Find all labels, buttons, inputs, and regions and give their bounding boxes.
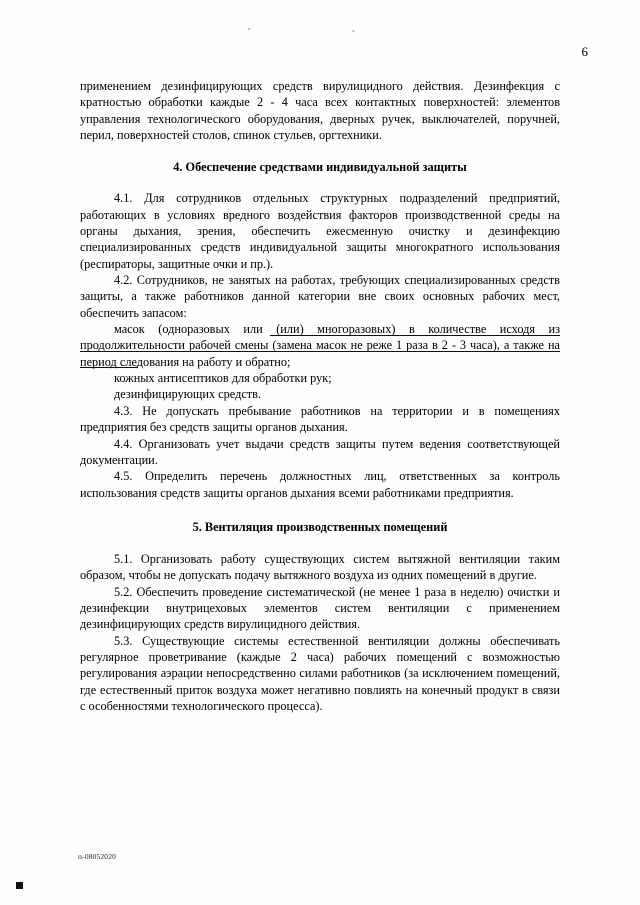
section-heading-4: 4. Обеспечение средствами индивидуальной защиты [173, 160, 467, 175]
strikethrough-mark [80, 351, 560, 352]
paragraph-5-1: 5.1. Организовать работу существующих систем вытяжной вентиляции таким образом, чтобы не допускать подачу вытяжного воздуха из одних помещений в другие. [80, 551, 560, 583]
paragraph-4-2: 4.2. Сотрудников, не занятых на работах, требующих специализированных средств защиты, а также работников данной категории вне своих основных рабочих мест, обеспечить запасом: [80, 273, 560, 320]
scan-artifact-dot [352, 30, 355, 32]
corner-registration-mark [16, 882, 23, 889]
paragraph-4-1: 4.1. Для сотрудников отдельных структурных подразделений предприятий, работающих в условиях вредного воздействия факторов производственной среды на органы дыхания, зрения, обеспечить ежесменную очистку и дезинфекцию специализированных средств индивидуальной защиты многократного использования (респираторы, защитные очки и пр.). [80, 191, 560, 271]
page-number: 6 [581, 44, 588, 59]
paragraph-4-5: 4.5. Определить перечень должностных лиц, ответственных за контроль использования средств защиты органов дыхания всеми работниками предприятия. [80, 469, 560, 500]
paragraph-intro: применением дезинфицирующих средств вирулицидного действия. Дезинфекция с кратностью обработки каждые 2 - 4 часа всех контактных поверхностей: элементов управления технологического оборудования, дверных ручек, выключателей, поручней, перил, поверхностей столов, спинок стульев, оргтехники. [80, 79, 560, 143]
section-heading-5: 5. Вентиляция производственных помещений [192, 519, 448, 534]
paragraph-5-3: 5.3. Существующие системы естественной вентиляции должны обеспечивать регулярное проветривание (каждые 2 часа) рабочих помещений с возможностью регулирования аэрации непосредственно силами работников (за исключением помещений, где естественный приток воздуха может негативно повлиять на конечный продукт в связи с особенностями технологического процесса). [80, 633, 560, 713]
strikethrough-mark [80, 367, 138, 368]
paragraph-5-2: 5.2. Обеспечить проведение систематической (не менее 1 раза в неделю) очистки и дезинфекции внутрицеховых элементов систем вентиляции с применением дезинфицирующих средств вирулицидного действия. [80, 584, 560, 632]
paragraph-4-3: 4.3. Не допускать пребывание работников на территории и в помещениях предприятия без средств защиты органов дыхания. [80, 403, 560, 435]
document-body [80, 78, 560, 714]
paragraph-4-2-item-masks: масок (одноразовых или (или) многоразовых) в количестве исходя из продолжительности рабочей смены (замена масок не реже 1 раза в 2 - 3 часа), а также на период следования на работу и обратно; [80, 322, 560, 369]
paragraph-4-4: 4.4. Организовать учет выдачи средств защиты путем ведения соответствующей документации. [80, 436, 560, 467]
scan-artifact-dot [248, 28, 250, 30]
footer-document-code: п-08052020 [78, 852, 116, 861]
strikethrough-mark [270, 335, 560, 336]
paragraph-4-2-item-disinfectants: дезинфицирующих средств. [114, 387, 262, 402]
paragraph-4-2-item-antiseptics: кожных антисептиков для обработки рук; [114, 371, 332, 386]
